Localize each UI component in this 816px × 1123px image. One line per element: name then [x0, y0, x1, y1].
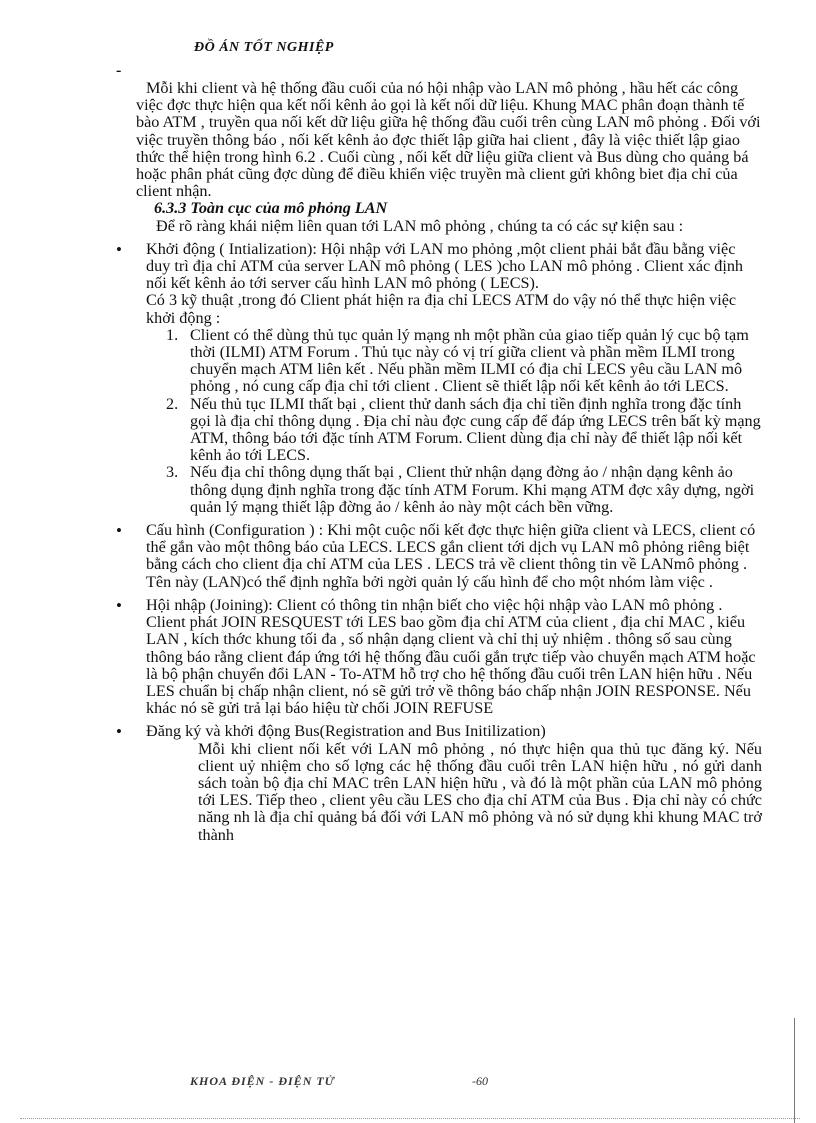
- initialization-text: Khởi động ( Intialization): Hội nhập với LAN mo phỏng ,một client phải bắt đầu bằng việc duy trì địa chỉ ATM của server LAN mô phỏng ( LES )cho LAN mô phỏng . Client xác định nối kết kênh ảo tới server cấu hình LAN mô phỏng ( LECS).: [146, 239, 744, 293]
- initialization-subtext: Có 3 kỹ thuật ,trong đó Client phát hiện ra địa chỉ LECS ATM do vậy nó thể thực hiện việc khởi động :: [146, 291, 737, 327]
- bottom-dotted-rule: [20, 1118, 800, 1119]
- bullet-icon: •: [116, 595, 122, 615]
- item-number: 3.: [166, 463, 179, 482]
- technique-item: [166, 396, 762, 465]
- registration-title: Đăng ký và khởi động Bus(Registration and Bus Initilization): [146, 722, 546, 741]
- header-marker: -: [116, 62, 122, 79]
- margin-rule: [794, 1018, 795, 1123]
- list-item-initialization: [116, 239, 762, 516]
- joining-text: Hội nhập (Joining): Client có thông tin nhận biết cho việc hội nhập vào LAN mô phỏng . Client phát JOIN RESQUEST tới LES bao gồm địa chỉ ATM của client , địa chỉ MAC , kiểu LAN , kích thớc khung tối đa , số nhận dạng client và chỉ thị uỷ nhiệm . thông số sau cùng thông báo rằng client đáp ứng tới hệ thống đầu cuối gắn trực tiếp vào chuyển mạch ATM hoặc là bộ phận chuyển đổi LAN - To-ATM hỗ trợ cho hệ thống đầu cuối trên LAN hiện hữu . Nếu LES chuẩn bị chấp nhận client, nó sẽ gửi trở về thông báo chấp nhận JOIN RESPONSE. Nếu khác nó sẽ gửi trả lại báo hiệu từ chối JOIN REFUSE: [146, 595, 756, 718]
- event-list: [116, 239, 762, 844]
- item-text: Nếu địa chỉ thông dụng thất bại , Client thử nhận dạng đờng ảo / nhận dạng kênh ảo thông dụng định nghĩa trong đặc tính ATM Forum. Khi mạng ATM đợc xây dựng, ngời quản lý mạng thiết lập đờng ảo / kênh ảo này một cách bền vững.: [190, 463, 755, 516]
- registration-body: Mỗi khi client nối kết với LAN mô phỏng , nó thực hiện qua thủ tục đăng ký. Nếu client uỷ nhiệm cho số lợng các hệ thống đầu cuối trên LAN hiện hữu , nó gửi danh sách toàn bộ địa chỉ MAC trên LAN hiện hữu , và đó là một phần của LAN mô phỏng tới LES. Tiếp theo , client yêu cầu LES cho địa chỉ ATM của Bus . Địa chỉ này có chức năng nh là địa chỉ quảng bá đối với LAN mô phỏng và nó sử dụng khi khung MAC trở thành: [198, 739, 762, 844]
- technique-item: [166, 327, 762, 396]
- bullet-icon: •: [116, 239, 122, 259]
- item-text: Client có thể dùng thủ tục quản lý mạng nh một phần của giao tiếp quản lý cục bộ tạm thời (ILMI) ATM Forum . Thủ tục này có vị trí giữa client và phần mềm ILMI trong chuyển mạch ATM liên kết . Nếu phần mềm ILMI có địa chỉ LECS yêu cầu LAN mô phỏng , nó cung cấp địa chỉ tới client . Client sẽ thiết lập nối kết kênh ảo tới LECS.: [190, 325, 749, 396]
- intro-paragraph: Mỗi khi client và hệ thống đầu cuối của nó hội nhập vào LAN mô phỏng , hầu hết các công việc đợc thực hiện qua kết nối kênh ảo gọi là kết nối dữ liệu. Khung MAC phân đoạn thành tế bào ATM , truyền qua nối kết dữ liệu giữa hệ thống đầu cuối trên cùng LAN mô phỏng . Đối với việc truyền thông báo , nối kết kênh ảo đợc thiết lập giữa hai client , đây là việc thiết lập giao thức thể hiện trong hình 6.2 . Cuối cùng , nối kết dữ liệu giữa client và Bus dùng cho quảng bá hoặc phân phát cũng đợc dùng để điều khiển việc truyền mà client gửi không biet địa chỉ của client nhận.: [136, 79, 761, 201]
- page-header: ĐỒ ÁN TỐT NGHIỆP: [194, 40, 334, 55]
- page-number: -60: [472, 1074, 488, 1088]
- bullet-icon: •: [116, 521, 122, 541]
- technique-list: [136, 327, 762, 516]
- document-body: [116, 79, 762, 844]
- bullet-icon: •: [116, 722, 122, 742]
- section-intro: Để rõ ràng khái niệm liên quan tới LAN mô phỏng , chúng ta có các sự kiện sau :: [156, 216, 684, 235]
- footer-department: KHOA ĐIỆN - ĐIỆN TỬ: [190, 1074, 335, 1088]
- item-number: 1.: [166, 325, 179, 344]
- section-heading: 6.3.3 Toàn cục của mô phỏng LAN: [154, 199, 388, 218]
- list-item-joining: [116, 595, 762, 718]
- list-item-configuration: [116, 521, 762, 591]
- technique-item: [166, 464, 762, 516]
- item-number: 2.: [166, 394, 179, 413]
- item-text: Nếu thủ tục ILMI thất bại , client thử danh sách địa chỉ tiền định nghĩa trong đặc tính gọi là địa chỉ thông dụng . Địa chỉ nàu đợc cung cấp để đáp ứng LECS trên bất kỳ mạng ATM, thông báo tới đặc tính ATM Forum. Client dùng địa chỉ này để thiết lập nối kết kênh ảo tới LECS.: [190, 394, 761, 465]
- list-item-registration: [116, 722, 762, 844]
- configuration-text: Cấu hình (Configuration ) : Khi một cuộc nối kết đợc thực hiện giữa client và LECS, client có thể gắn vào một thông báo của LECS. LECS gắn client tới dịch vụ LAN mô phỏng riêng biệt bằng cách cho client địa chỉ ATM của LES . LECS trả về client thông tin về LANmô phỏng . Tên này (LAN)có thể định nghĩa bởi ngời quản lý cấu hình để cho một nhóm làm việc .: [146, 521, 756, 591]
